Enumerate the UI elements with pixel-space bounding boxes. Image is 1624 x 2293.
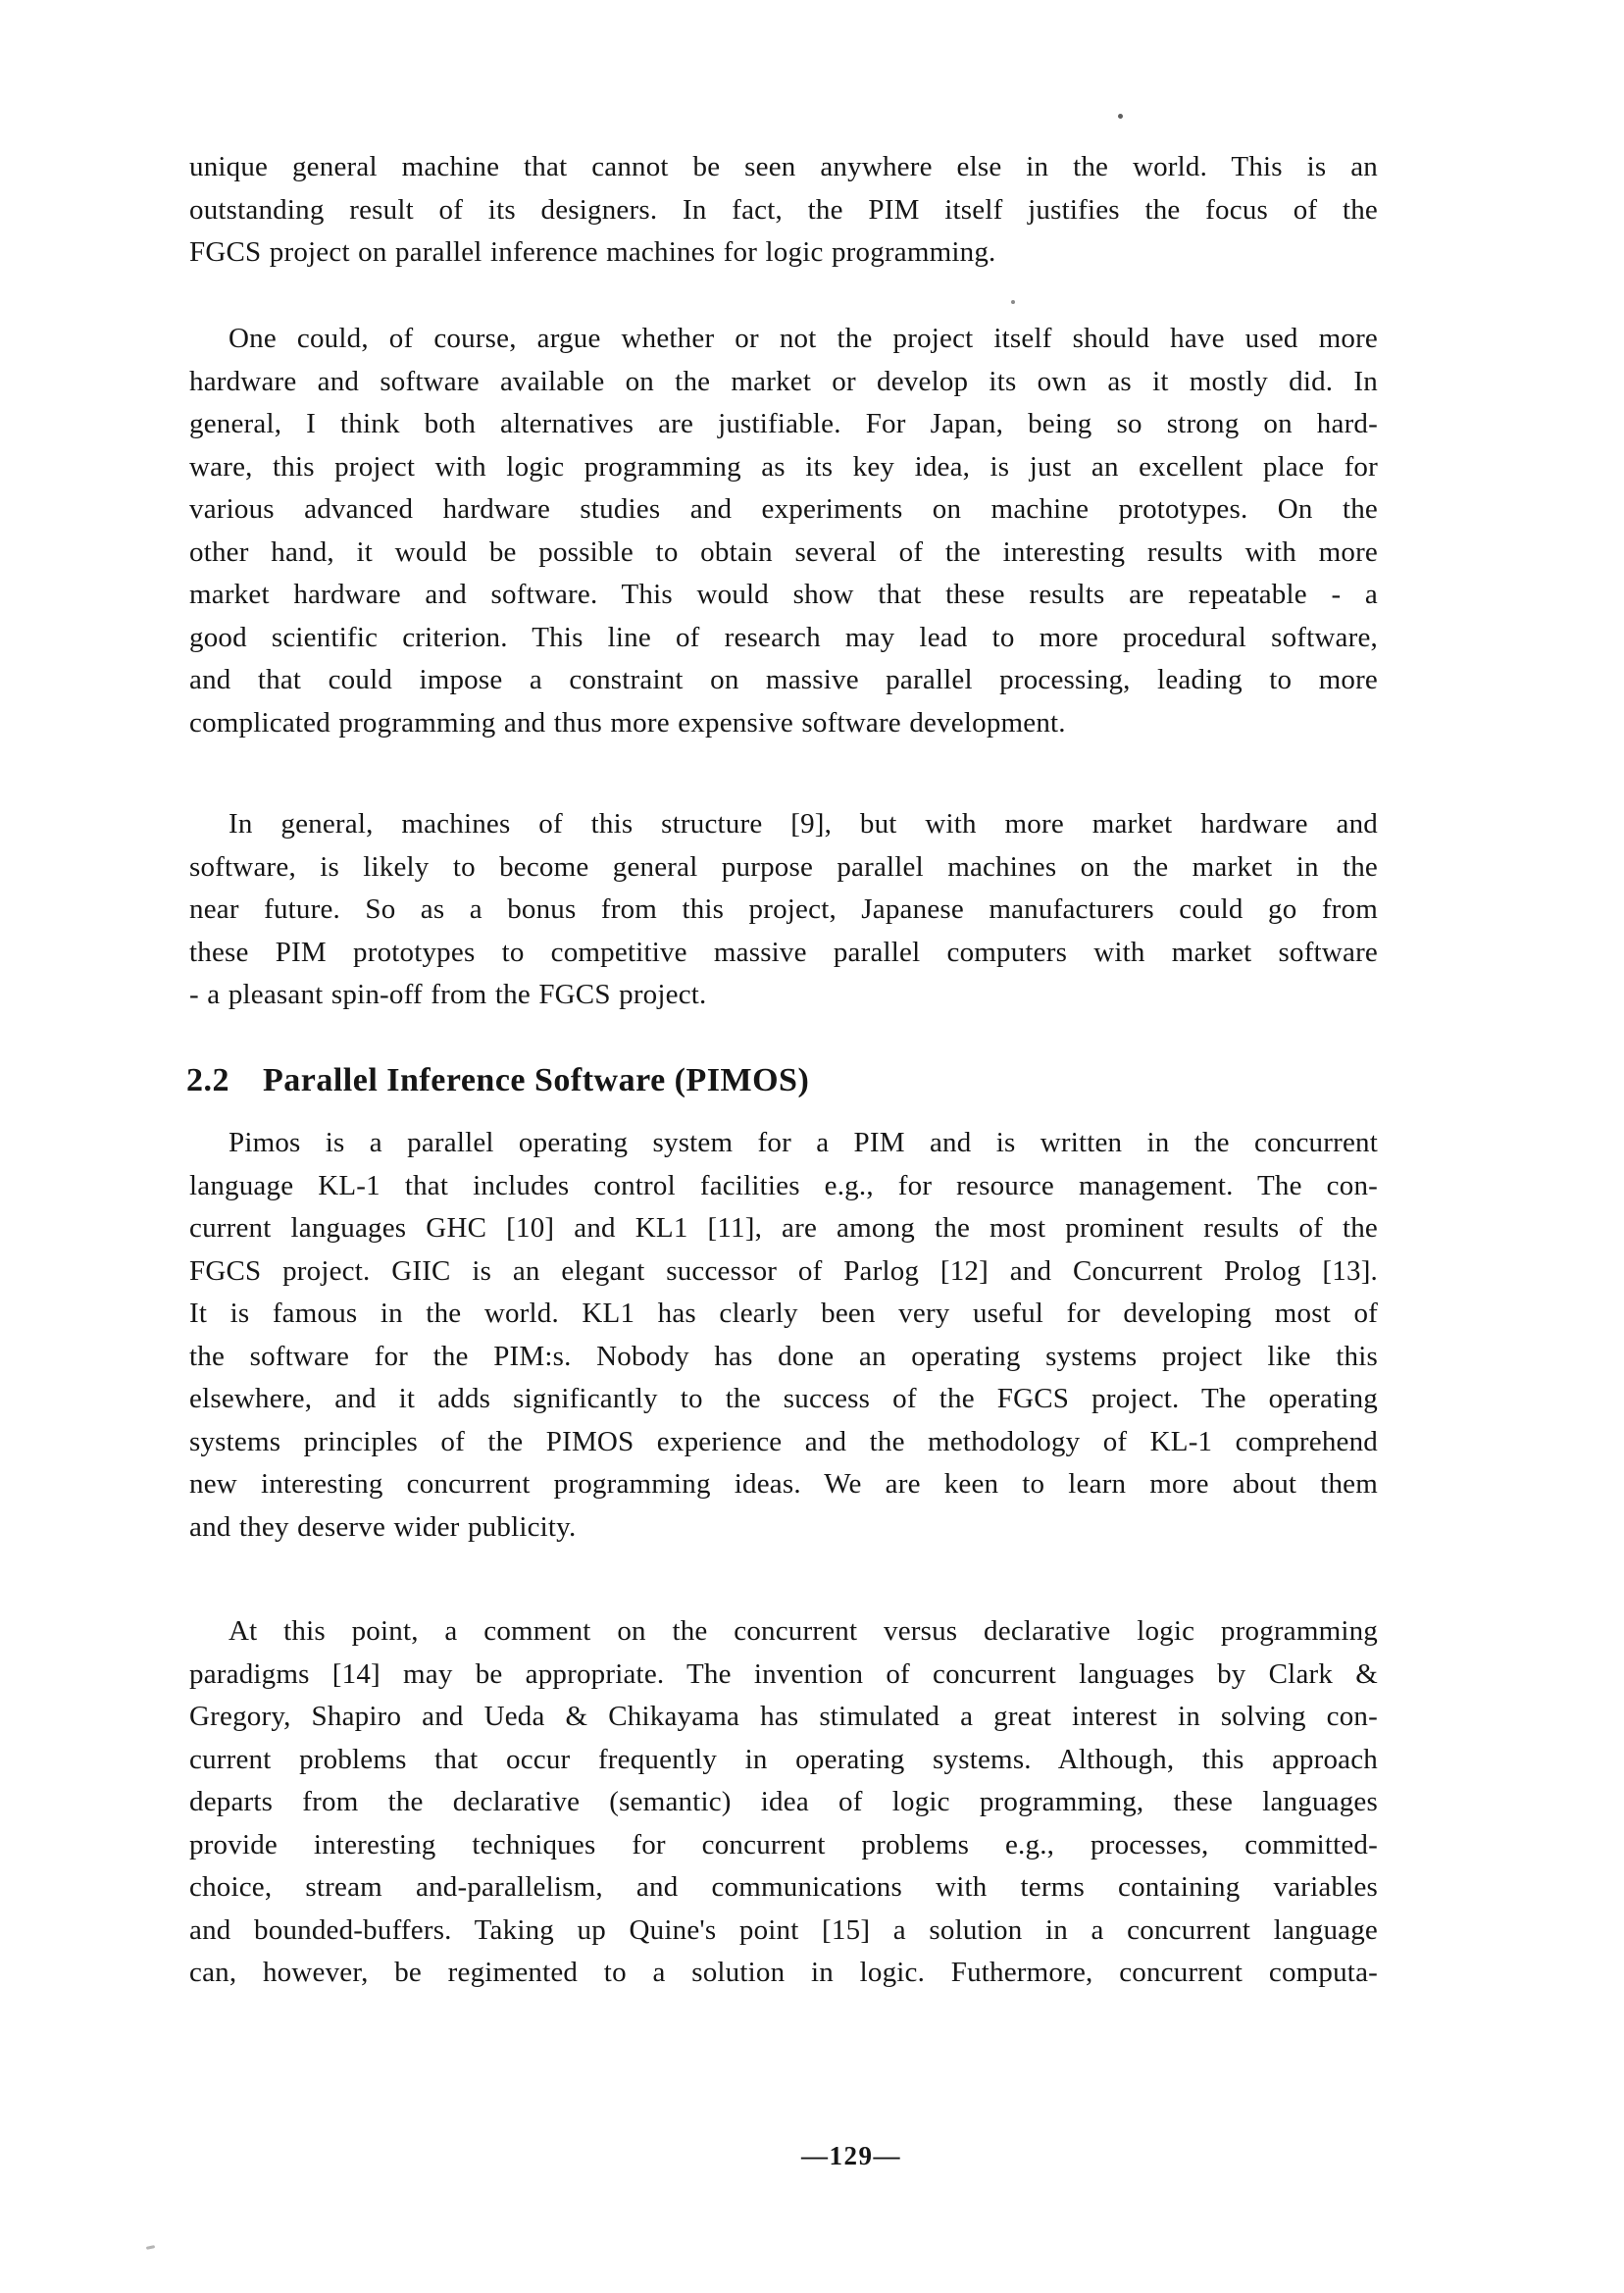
page-number: —129— — [801, 2141, 901, 2170]
scan-speck — [1011, 300, 1015, 304]
text-line: can, however, be regimented to a solution in logic. Futhermore, concurrent computa- — [189, 1957, 1378, 1988]
text-line: Gregory, Shapiro and Ueda & Chikayama has stimulated a great interest in solving con- — [189, 1701, 1378, 1732]
text-line: paradigms [14] may be appropriate. The invention of concurrent languages by Clark & — [189, 1657, 1378, 1690]
text-line: and they deserve wider publicity. — [189, 1510, 577, 1543]
text-line: systems principles of the PIMOS experience and the methodology of KL-1 comprehend — [189, 1425, 1378, 1457]
text-line: provide interesting techniques for concurrent problems e.g., processes, committed- — [189, 1828, 1378, 1860]
text-line: complicated programming and thus more expensive software development. — [189, 706, 1066, 739]
text-line: FGCS project on parallel inference machines for logic programming. — [189, 236, 996, 268]
paragraph-in-general — [189, 803, 1378, 1017]
paragraph-continuation — [189, 146, 1378, 275]
text-line: these PIM prototypes to competitive massive parallel computers with market software — [189, 936, 1378, 968]
text-line: current languages GHC [10] and KL1 [11], are among the most prominent results of the — [189, 1212, 1378, 1244]
text-line: market hardware and software. This would show that these results are repeatable - a — [189, 579, 1378, 610]
text-line: and bounded-buffers. Taking up Quine's point [15] a solution in a concurrent language — [189, 1913, 1378, 1946]
paragraph-one-could — [189, 318, 1378, 744]
text-line: good scientific criterion. This line of research may lead to more procedural software, — [189, 621, 1378, 653]
text-line: - a pleasant spin-off from the FGCS project. — [189, 979, 707, 1010]
section-heading — [186, 1062, 809, 1099]
text-line: One could, of course, argue whether or not the project itself should have used more — [228, 323, 1378, 354]
text-line: In general, machines of this structure [9], but with more market hardware and — [228, 808, 1378, 840]
text-line: language KL-1 that includes control facilities e.g., for resource management. The con- — [189, 1169, 1378, 1201]
text-line: and that could impose a constraint on massive parallel processing, leading to more — [189, 664, 1378, 695]
text-line: current problems that occur frequently in operating systems. Although, this approach — [189, 1743, 1378, 1775]
text-line: Pimos is a parallel operating system for a PIM and is written in the concurrent — [228, 1127, 1378, 1158]
text-line: FGCS project. GIIC is an elegant successor of Parlog [12] and Concurrent Prolog [13]. — [189, 1254, 1378, 1287]
text-line: At this point, a comment on the concurrent versus declarative logic programming — [228, 1615, 1378, 1647]
paragraph-pimos — [189, 1122, 1378, 1549]
text-line: outstanding result of its designers. In fact, the PIM itself justifies the focus of the — [189, 193, 1378, 226]
text-line: new interesting concurrent programming ideas. We are keen to learn more about them — [189, 1468, 1378, 1500]
text-line: software, is likely to become general purpose parallel machines on the market in the — [189, 850, 1378, 883]
paragraph-at-this-point — [189, 1610, 1378, 1995]
text-line: the software for the PIM:s. Nobody has done an operating systems project like this — [189, 1340, 1378, 1372]
text-line: hardware and software available on the market or develop its own as it mostly did. In — [189, 365, 1378, 397]
text-line: It is famous in the world. KL1 has clearly been very useful for developing most of — [189, 1298, 1378, 1329]
text-line: elsewhere, and it adds significantly to the success of the FGCS project. The operating — [189, 1383, 1378, 1414]
section-title: Parallel Inference Software (PIMOS) — [263, 1062, 810, 1098]
text-line: general, I think both alternatives are justifiable. For Japan, being so strong on hard- — [189, 408, 1378, 439]
text-line: choice, stream and-parallelism, and communications with terms containing variables — [189, 1871, 1378, 1903]
text-line: near future. So as a bonus from this project, Japanese manufacturers could go from — [189, 893, 1378, 925]
scan-speck — [146, 2245, 155, 2250]
section-number: 2.2 — [186, 1062, 229, 1098]
text-line: ware, this project with logic programming as its key idea, is just an excellent place for — [189, 450, 1378, 483]
text-line: other hand, it would be possible to obtain several of the interesting results with more — [189, 535, 1378, 568]
text-line: departs from the declarative (semantic) idea of logic programming, these languages — [189, 1786, 1378, 1817]
scan-speck — [1118, 114, 1123, 119]
text-line: unique general machine that cannot be seen anywhere else in the world. This is an — [189, 151, 1378, 182]
text-line: various advanced hardware studies and experiments on machine prototypes. On the — [189, 493, 1378, 525]
